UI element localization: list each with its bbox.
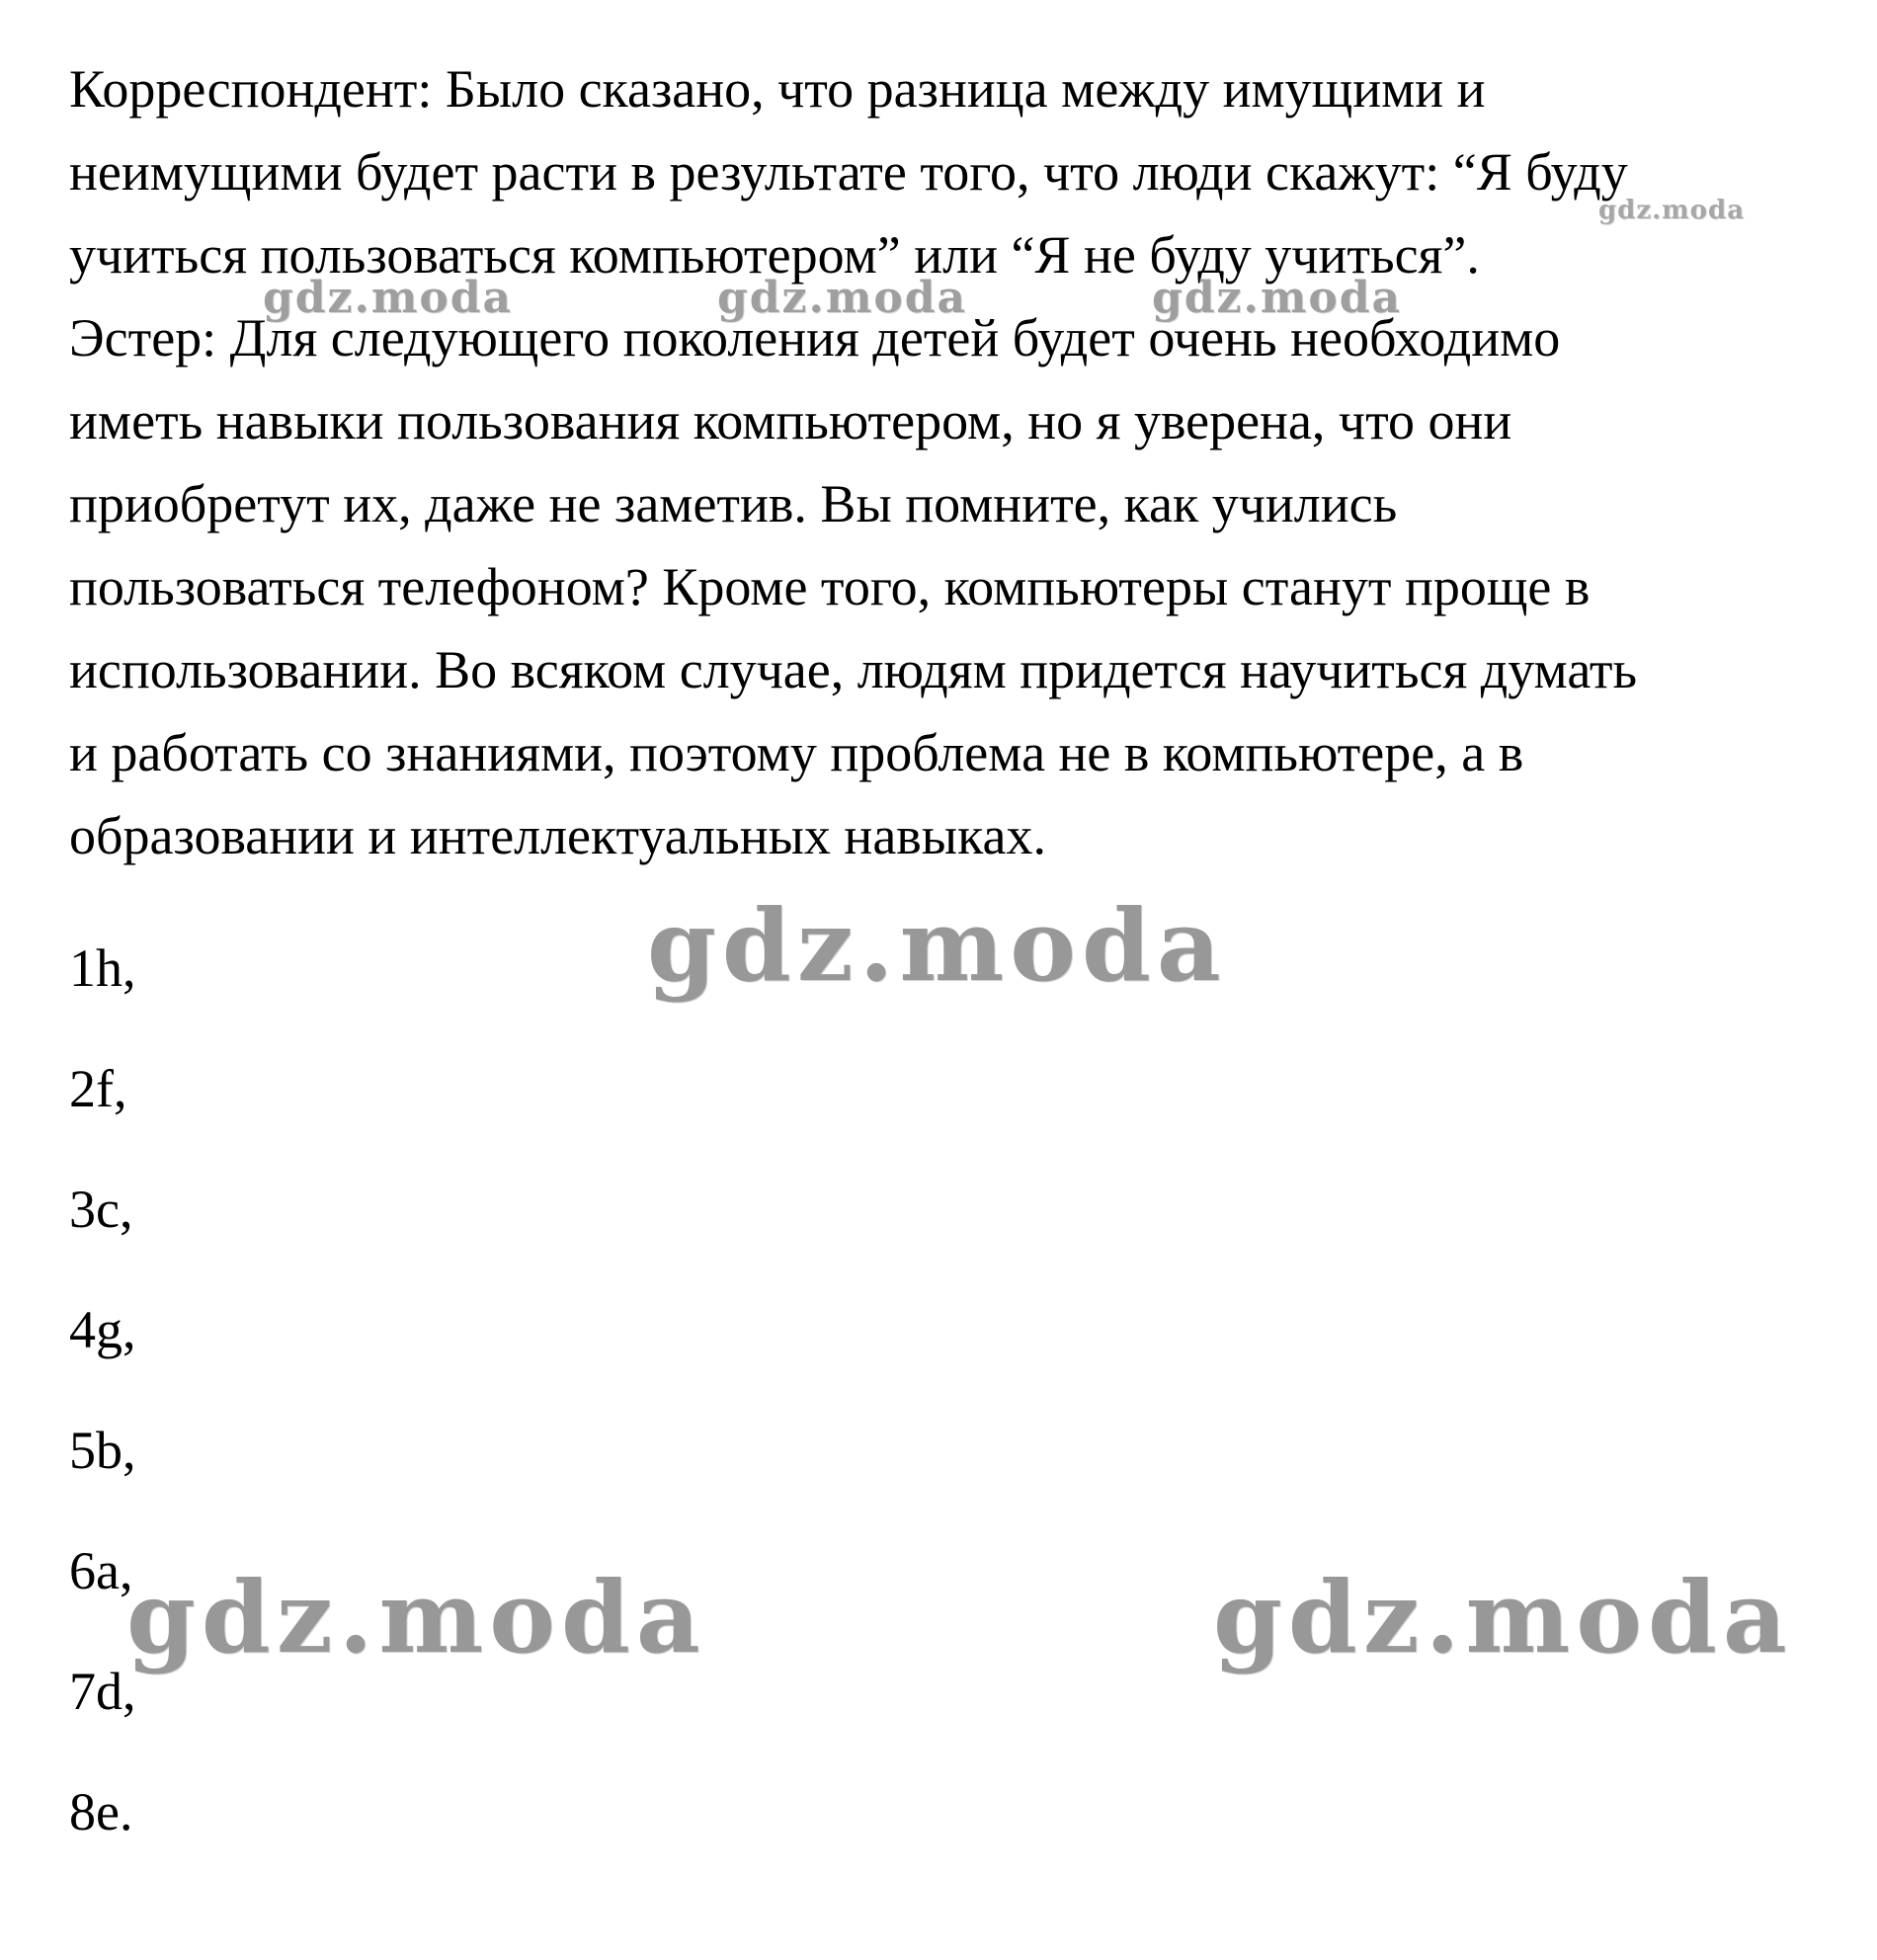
answer-item: 1h, xyxy=(69,939,136,998)
gdz-watermark: gdz.moda xyxy=(263,273,514,323)
text-line: пользоваться телефоном? Кроме того, компьютеры станут проще в xyxy=(69,557,1591,616)
answer-item: 6a, xyxy=(69,1541,133,1600)
text-line: Корреспондент: Было сказано, что разница между имущими и xyxy=(69,59,1486,119)
text-line: неимущими будет расти в результате того, что люди скажут: “Я буду xyxy=(69,142,1628,202)
gdz-watermark: gdz.moda xyxy=(1152,273,1403,323)
gdz-watermark: gdz.moda xyxy=(1213,1559,1793,1675)
text-line: использовании. Во всяком случае, людям придется научиться думать xyxy=(69,640,1638,699)
gdz-watermark: gdz.moda xyxy=(647,887,1227,1004)
text-line: приобретут их, даже не заметив. Вы помните, как учились xyxy=(69,474,1398,533)
answer-item: 8e. xyxy=(69,1782,133,1841)
text-line: и работать со знаниями, поэтому проблема не в компьютере, а в xyxy=(69,723,1524,782)
answers-list xyxy=(69,940,136,1905)
text-line: Эстер: Для следующего поколения детей будет очень необходимо xyxy=(69,308,1561,368)
answer-item: 3c, xyxy=(69,1180,133,1239)
answer-item: 4g, xyxy=(69,1300,136,1359)
gdz-watermark: gdz.moda xyxy=(1598,196,1746,225)
gdz-watermark: gdz.moda xyxy=(717,273,968,323)
answer-item: 2f, xyxy=(69,1059,127,1118)
answer-item: 7d, xyxy=(69,1662,136,1721)
text-line: учиться пользоваться компьютером” или “Я не буду учиться”. xyxy=(69,225,1480,285)
text-line: образовании и интеллектуальных навыках. xyxy=(69,806,1046,865)
answer-item: 5b, xyxy=(69,1421,136,1480)
dialogue-text xyxy=(69,47,1837,877)
gdz-watermark: gdz.moda xyxy=(126,1559,706,1675)
text-line: иметь навыки пользования компьютером, но я уверена, что они xyxy=(69,391,1512,450)
